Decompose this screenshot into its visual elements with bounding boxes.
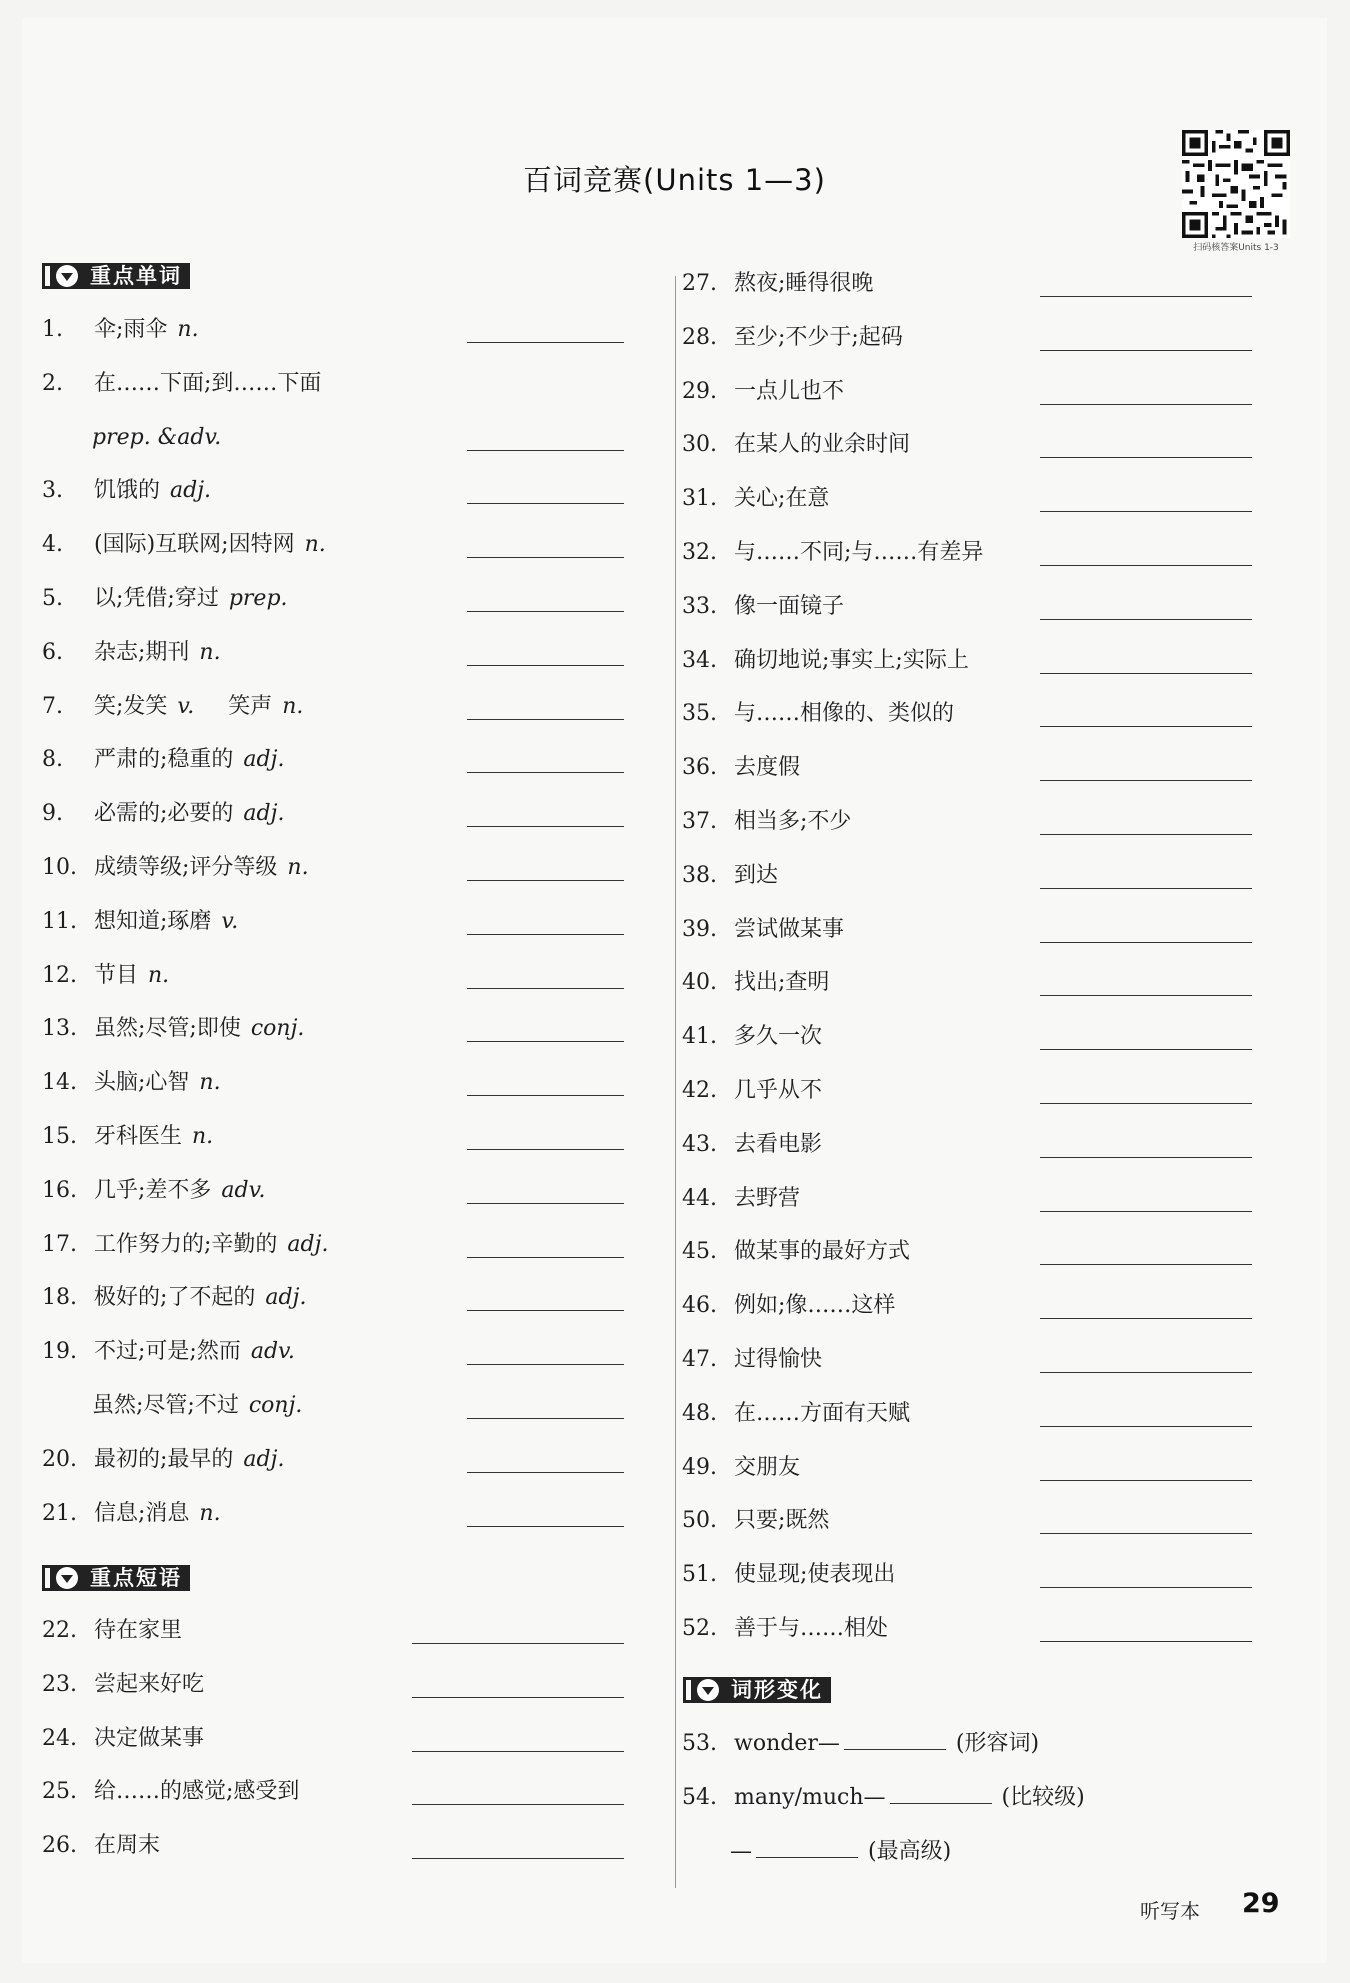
list-item: [682, 427, 910, 463]
item-number: 12.: [42, 962, 77, 988]
item-number: 6.: [42, 639, 63, 665]
item-prompt: 尝试做某事: [734, 916, 845, 942]
word-form-item: [730, 1833, 951, 1869]
item-prompt: 使显现;使表现出: [734, 1562, 896, 1588]
answer-blank[interactable]: [1040, 511, 1252, 512]
word-form-hint: (比较级): [1001, 1785, 1085, 1810]
part-of-speech: n.: [199, 1070, 221, 1096]
list-item: [42, 527, 326, 563]
item-number: 2.: [42, 370, 63, 396]
answer-blank[interactable]: [467, 611, 624, 612]
answer-blank[interactable]: [467, 1041, 624, 1042]
answer-blank[interactable]: [467, 342, 624, 343]
item-number: 5.: [42, 586, 63, 611]
chevron-down-icon: [50, 263, 84, 289]
list-item: [42, 312, 199, 348]
item-prompt: (国际)互联网;因特网: [94, 532, 295, 558]
answer-blank[interactable]: [1040, 1103, 1252, 1104]
item-prompt: 善于与……相处: [734, 1616, 889, 1641]
part-of-speech: adj.: [243, 1446, 285, 1472]
item-prompt: 在周末: [94, 1833, 161, 1859]
list-item: [682, 320, 903, 356]
list-item: [42, 1334, 295, 1370]
answer-blank[interactable]: [412, 1804, 624, 1805]
item-prompt: 工作努力的;辛勤的: [94, 1231, 278, 1257]
item-prompt: 必需的;必要的: [94, 801, 234, 827]
item-prompt: 信息;消息: [94, 1500, 190, 1526]
item-number: 11.: [42, 908, 77, 934]
bracket-decoration: [42, 263, 50, 289]
item-prompt: 成绩等级;评分等级: [94, 855, 278, 880]
part-of-speech: n.: [192, 1124, 214, 1149]
word-form-hint: (最高级): [868, 1839, 952, 1864]
answer-blank[interactable]: [467, 1418, 624, 1419]
list-item: [682, 696, 954, 732]
item-number: 8.: [42, 747, 63, 773]
part-of-speech: n.: [282, 693, 304, 719]
item-number: 23.: [42, 1671, 77, 1697]
part-of-speech: n.: [304, 532, 326, 558]
item-number: 42.: [682, 1078, 717, 1103]
item-prompt: 在……方面有天赋: [734, 1400, 911, 1426]
part-of-speech: adj.: [243, 801, 285, 827]
answer-blank[interactable]: [1040, 457, 1252, 458]
item-number: 48.: [682, 1400, 717, 1426]
list-item: [682, 589, 844, 625]
item-number: 19.: [42, 1339, 77, 1365]
item-prompt: 在某人的业余时间: [734, 432, 911, 458]
item-prompt: 给……的感觉;感受到: [94, 1779, 300, 1805]
item-number: 16.: [42, 1177, 77, 1203]
word-form-prompt: wonder—: [734, 1731, 840, 1756]
item-prompt: 与……不同;与……有差异: [734, 540, 984, 565]
item-number: 35.: [682, 701, 717, 727]
item-prompt: 几乎;差不多: [94, 1177, 212, 1203]
answer-blank[interactable]: [1040, 1157, 1252, 1158]
list-item: [682, 1073, 822, 1109]
item-number: 24.: [42, 1725, 77, 1751]
list-item: [682, 1557, 895, 1593]
answer-blank[interactable]: [1040, 1049, 1252, 1050]
item-number: 40.: [682, 970, 717, 996]
worksheet-page: [22, 18, 1327, 1963]
part-of-speech: adj.: [287, 1231, 329, 1257]
list-item: [682, 912, 844, 948]
item-prompt: 严肃的;稳重的: [94, 747, 234, 773]
item-number: 22.: [42, 1618, 77, 1643]
part-of-speech: prep.: [228, 586, 288, 611]
answer-blank[interactable]: [467, 826, 624, 827]
item-number: 25.: [42, 1779, 77, 1805]
answer-blank[interactable]: [1040, 673, 1252, 674]
item-prompt: 多久一次: [734, 1024, 823, 1050]
list-item: [42, 1227, 328, 1263]
part-of-speech: n.: [177, 317, 199, 342]
item-prompt: 一点儿也不: [734, 378, 845, 404]
item-number: 43.: [682, 1131, 717, 1157]
answer-blank[interactable]: [844, 1725, 946, 1750]
answer-blank[interactable]: [1040, 619, 1252, 620]
item-prompt: 去野营: [734, 1185, 801, 1211]
list-item: [42, 1280, 306, 1316]
item-number: 26.: [42, 1833, 77, 1859]
item-number: 34.: [682, 647, 717, 673]
part-of-speech: conj.: [250, 1016, 305, 1042]
section-header-phrases: [42, 1563, 190, 1593]
answer-blank[interactable]: [467, 772, 624, 773]
section-header-words: [42, 261, 190, 291]
item-prompt: 像一面镜子: [734, 593, 845, 619]
item-prompt: 交朋友: [734, 1454, 801, 1480]
list-item: [42, 1496, 221, 1532]
answer-blank[interactable]: [1040, 350, 1252, 351]
item-prompt: 伞;雨伞: [94, 317, 168, 342]
item-number: 29.: [682, 378, 717, 404]
list-item: [682, 965, 829, 1001]
answer-blank[interactable]: [412, 1751, 624, 1752]
list-item: [682, 1127, 822, 1163]
item-prompt: 尝起来好吃: [94, 1671, 205, 1697]
answer-blank[interactable]: [1040, 834, 1252, 835]
chevron-down-icon: [691, 1677, 725, 1703]
list-item: [682, 1342, 822, 1378]
item-number: 1.: [42, 317, 63, 342]
chevron-down-icon: [50, 1565, 84, 1591]
list-item: [42, 581, 288, 617]
item-number: 49.: [682, 1454, 717, 1480]
list-item: [682, 1019, 822, 1055]
item-number: 30.: [682, 432, 717, 458]
item-prompt: 笑;发笑: [94, 693, 168, 719]
part-of-speech: n.: [148, 962, 170, 988]
answer-blank[interactable]: [467, 1149, 624, 1150]
part-of-speech: adj.: [243, 747, 285, 773]
item-number: 27.: [682, 271, 717, 296]
part-of-speech: adj.: [265, 1285, 307, 1311]
item-prompt: 与……相像的、类似的: [734, 701, 955, 727]
item-number: 45.: [682, 1239, 717, 1265]
item-number: 13.: [42, 1016, 77, 1042]
item-prompt: 例如;像……这样: [734, 1293, 896, 1319]
answer-blank[interactable]: [412, 1858, 624, 1859]
answer-blank[interactable]: [1040, 942, 1252, 943]
item-number: 31.: [682, 486, 717, 512]
list-item: [682, 481, 829, 517]
list-item: [682, 374, 844, 410]
item-prompt: 极好的;了不起的: [94, 1285, 256, 1311]
list-item: [42, 1011, 304, 1047]
answer-blank[interactable]: [467, 934, 624, 935]
list-item: [42, 1065, 221, 1101]
item-number: 41.: [682, 1024, 717, 1050]
item-number: 50.: [682, 1508, 717, 1534]
item-prompt: 想知道;琢磨: [94, 908, 212, 934]
item-prompt: 只要;既然: [734, 1508, 830, 1534]
item-prompt: 确切地说;事实上;实际上: [734, 647, 969, 673]
list-item: [42, 1173, 265, 1209]
item-prompt: 节目: [94, 962, 139, 988]
word-form-prompt: many/much—: [734, 1785, 886, 1810]
item-number: 37.: [682, 809, 717, 834]
bracket-decoration: [683, 1677, 691, 1703]
answer-blank[interactable]: [467, 1095, 624, 1096]
answer-blank[interactable]: [1040, 1211, 1252, 1212]
item-prompt: 到达: [734, 862, 779, 888]
item-number: 18.: [42, 1285, 77, 1311]
list-item: [42, 1667, 204, 1703]
part-of-speech: adv.: [250, 1339, 295, 1365]
answer-blank[interactable]: [467, 665, 624, 666]
section-title: 词形变化: [725, 1677, 831, 1703]
qr-caption: 扫码核答案Units 1-3: [1193, 243, 1279, 253]
list-item: [682, 1396, 910, 1432]
item-number: 20.: [42, 1446, 77, 1472]
list-item: [682, 643, 969, 679]
item-number: 14.: [42, 1070, 77, 1096]
item-number: 47.: [682, 1347, 717, 1372]
answer-blank[interactable]: [1040, 1264, 1252, 1265]
list-item: [682, 1288, 895, 1324]
list-item: [42, 473, 211, 509]
bracket-decoration: [42, 1565, 50, 1591]
item-prompt: 相当多;不少: [734, 809, 852, 834]
list-item: [682, 1503, 829, 1539]
list-item: [42, 1774, 299, 1810]
answer-blank[interactable]: [1040, 780, 1252, 781]
part-of-speech: n.: [199, 1500, 221, 1526]
item-prompt: 去度假: [734, 755, 801, 781]
item-prompt: 至少;不少于;起码: [734, 324, 903, 350]
list-item: [42, 796, 284, 832]
list-item: [42, 904, 238, 940]
part-of-speech: n.: [199, 639, 221, 665]
item-prompt: 杂志;期刊: [94, 639, 190, 665]
answer-blank[interactable]: [756, 1833, 858, 1858]
section-header-forms: [683, 1675, 831, 1705]
answer-blank[interactable]: [1040, 995, 1252, 996]
item-number: 3.: [42, 478, 63, 504]
list-item: [42, 1119, 213, 1155]
answer-blank[interactable]: [412, 1697, 624, 1698]
item-number: 7.: [42, 693, 63, 719]
footer-label: 听写本: [1140, 1899, 1200, 1923]
page-title: 百词竞赛(Units 1—3): [523, 163, 826, 197]
item-prompt: 头脑;心智: [94, 1070, 190, 1096]
item-number: 28.: [682, 324, 717, 350]
list-item: [84, 1388, 302, 1424]
section-title: 重点短语: [84, 1565, 190, 1591]
item-prompt: 待在家里: [94, 1618, 183, 1643]
item-prompt: 熬夜;睡得很晚: [734, 271, 874, 296]
answer-blank[interactable]: [467, 1257, 624, 1258]
answer-blank[interactable]: [467, 557, 624, 558]
item-prompt: 做某事的最好方式: [734, 1239, 911, 1265]
list-item: [42, 366, 331, 402]
list-item: [42, 689, 303, 725]
answer-blank[interactable]: [1040, 1587, 1252, 1588]
answer-blank[interactable]: [1040, 1533, 1252, 1534]
item-prompt: 关心;在意: [734, 486, 830, 512]
item-prompt: 虽然;尽管;即使: [94, 1016, 241, 1042]
answer-blank[interactable]: [1040, 1480, 1252, 1481]
item-number: 54.: [682, 1785, 717, 1810]
item-number: 51.: [682, 1562, 717, 1588]
item-number: 39.: [682, 916, 717, 942]
item-prompt: 牙科医生: [94, 1124, 183, 1149]
answer-blank[interactable]: [467, 1310, 624, 1311]
item-number: 36.: [682, 755, 717, 781]
list-item: [42, 1721, 204, 1757]
item-prompt-secondary: 笑声: [228, 693, 273, 719]
part-of-speech: conj.: [248, 1393, 303, 1418]
answer-blank[interactable]: [1040, 1426, 1252, 1427]
answer-blank[interactable]: [1040, 565, 1252, 566]
answer-blank[interactable]: [1040, 1372, 1252, 1373]
item-prompt: 过得愉快: [734, 1347, 823, 1372]
part-of-speech: v.: [221, 908, 239, 934]
answer-blank[interactable]: [467, 1364, 624, 1365]
item-number: 10.: [42, 855, 77, 880]
answer-blank[interactable]: [890, 1779, 992, 1804]
answer-blank[interactable]: [467, 1526, 624, 1527]
item-number: 4.: [42, 532, 63, 558]
list-item: [682, 266, 873, 302]
answer-blank[interactable]: [412, 1643, 624, 1644]
item-prompt: 找出;查明: [734, 970, 830, 996]
part-of-speech: adv.: [221, 1177, 266, 1203]
list-item: [682, 804, 851, 840]
word-form-hint: (形容词): [955, 1731, 1040, 1756]
list-item: [682, 1611, 888, 1647]
list-item: [42, 635, 221, 671]
list-item: [42, 742, 284, 778]
item-prompt: 不过;可是;然而: [94, 1339, 241, 1365]
item-prompt: 决定做某事: [94, 1725, 205, 1751]
item-number: 53.: [682, 1731, 717, 1756]
item-number: 21.: [42, 1500, 77, 1526]
answer-blank[interactable]: [1040, 1318, 1252, 1319]
part-of-speech: prep. &adv.: [92, 424, 222, 450]
list-item: [42, 958, 169, 994]
item-number: 9.: [42, 801, 63, 827]
item-number: 15.: [42, 1124, 77, 1149]
answer-blank[interactable]: [1040, 1641, 1252, 1642]
list-item: [682, 1234, 910, 1270]
answer-blank[interactable]: [1040, 296, 1252, 297]
answer-blank[interactable]: [1040, 888, 1252, 889]
qr-code[interactable]: [1182, 130, 1290, 238]
list-item: [682, 1181, 800, 1217]
item-number: 52.: [682, 1616, 717, 1641]
item-prompt: 饥饿的: [94, 478, 161, 504]
answer-blank[interactable]: [467, 503, 624, 504]
item-number: 44.: [682, 1185, 717, 1211]
item-number: 32.: [682, 540, 717, 565]
part-of-speech: n.: [287, 855, 309, 880]
part-of-speech: adj.: [170, 478, 212, 504]
list-item: [42, 1613, 182, 1649]
list-item: [42, 850, 309, 886]
answer-blank[interactable]: [467, 988, 624, 989]
item-number: 33.: [682, 593, 717, 619]
answer-blank[interactable]: [467, 880, 624, 881]
item-prompt: 在……下面;到……下面: [94, 370, 322, 396]
list-item: [682, 535, 983, 571]
word-form-prompt: —: [730, 1839, 752, 1864]
word-form-item: [682, 1779, 1085, 1815]
word-form-item: [682, 1725, 1039, 1761]
answer-blank[interactable]: [1040, 726, 1252, 727]
list-item: [42, 1442, 284, 1478]
answer-blank[interactable]: [467, 450, 624, 451]
item-prompt: 最初的;最早的: [94, 1446, 234, 1472]
item-prompt: 虽然;尽管;不过: [92, 1393, 239, 1418]
answer-blank[interactable]: [1040, 404, 1252, 405]
item-prompt: 以;凭借;穿过: [94, 586, 219, 611]
section-title: 重点单词: [84, 263, 190, 289]
answer-blank[interactable]: [467, 1203, 624, 1204]
answer-blank[interactable]: [467, 1472, 624, 1473]
item-number: 46.: [682, 1293, 717, 1319]
item-prompt: 几乎从不: [734, 1078, 823, 1103]
answer-blank[interactable]: [467, 719, 624, 720]
list-item: [682, 1450, 800, 1486]
list-item: [42, 1828, 160, 1864]
list-item: [84, 420, 221, 456]
item-number: 38.: [682, 862, 717, 888]
item-prompt: 去看电影: [734, 1131, 823, 1157]
page-number: 29: [1242, 1888, 1280, 1919]
item-number: 17.: [42, 1231, 77, 1257]
list-item: [682, 750, 800, 786]
part-of-speech: v.: [177, 693, 195, 719]
list-item: [682, 858, 778, 894]
column-divider: [675, 276, 676, 1888]
